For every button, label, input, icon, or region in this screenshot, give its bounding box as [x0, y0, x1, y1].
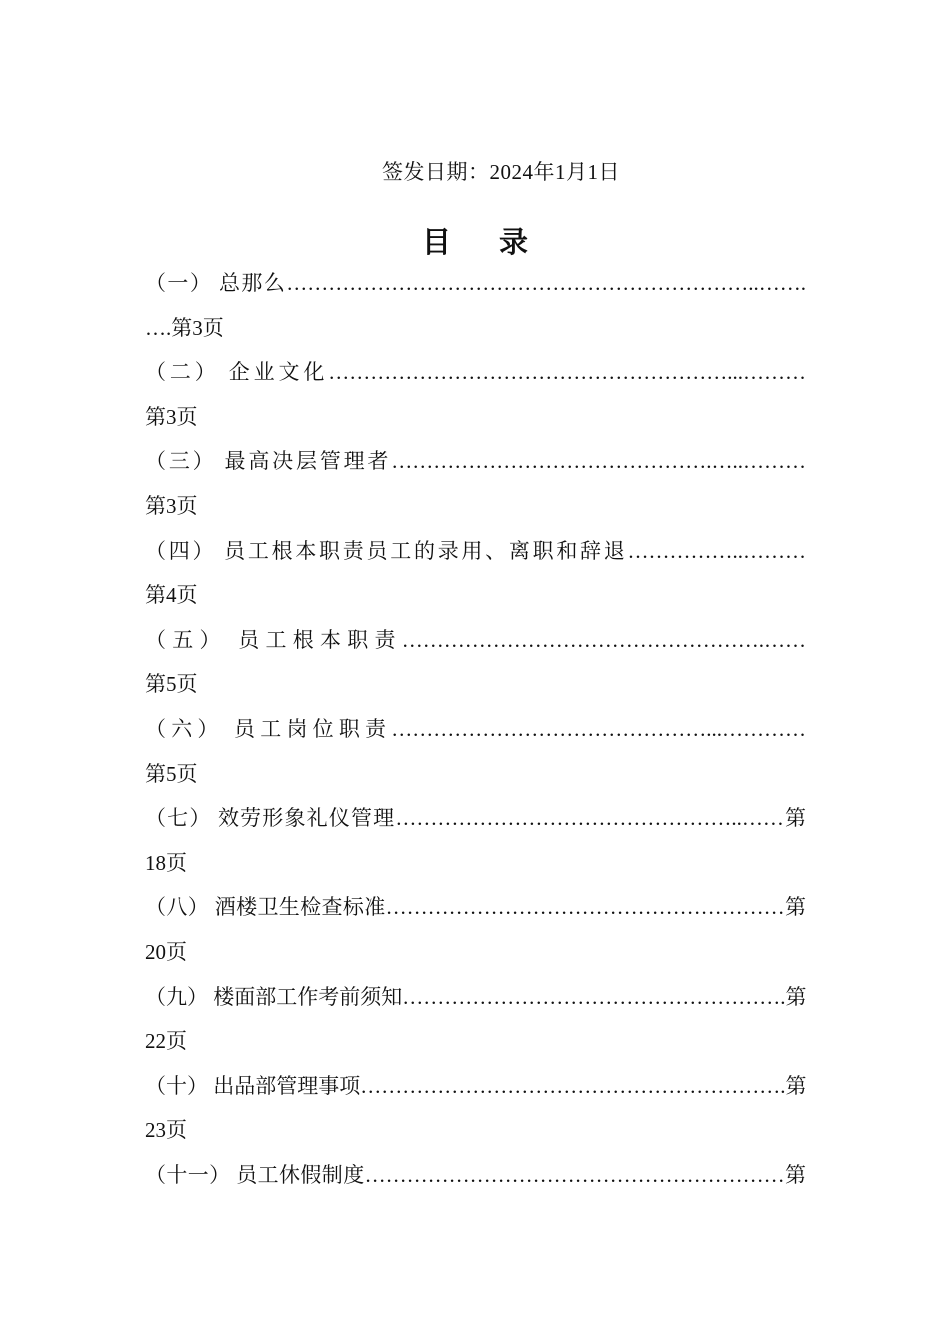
- toc-entry-2[interactable]: （二） 企业文化…………………………………………………...………: [145, 360, 806, 385]
- toc-entry-1[interactable]: （一） 总那么…………………………………………………………..…….: [145, 271, 806, 295]
- toc-entry-9[interactable]: （九） 楼面部工作考前须知……………………………………………….第: [145, 984, 806, 1009]
- toc-entry-8-page: 20页: [145, 939, 187, 964]
- toc-entry-5-page: 第5页: [145, 672, 198, 697]
- table-of-contents: [145, 261, 806, 1197]
- toc-entry-9-page: 22页: [145, 1029, 187, 1054]
- toc-entry-3[interactable]: （三） 最高决层管理者……………………………………….…..………: [145, 449, 806, 474]
- toc-entry-3-page: 第3页: [145, 493, 198, 518]
- toc-entry-6-page: 第5页: [145, 761, 198, 786]
- toc-entry-1-page: ….第3页: [145, 315, 224, 340]
- toc-entry-5[interactable]: （五） 员工根本职责…………………………………………….……: [145, 627, 806, 652]
- toc-entry-4-page: 第4页: [145, 583, 198, 608]
- toc-entry-2-page: 第3页: [145, 404, 198, 429]
- toc-entry-11[interactable]: （十一） 员工休假制度……………………………………………………第: [145, 1162, 806, 1187]
- toc-entry-10-page: 23页: [145, 1118, 187, 1143]
- toc-entry-8[interactable]: （八） 酒楼卫生检查标准…………………………………………………第: [145, 895, 806, 920]
- toc-entry-6[interactable]: （六） 员工岗位职责………………………………………...…………: [145, 716, 806, 741]
- toc-title-char-1: 目: [421, 225, 451, 259]
- toc-entry-7-page: 18页: [145, 850, 187, 875]
- toc-entry-10[interactable]: （十） 出品部管理事项…………………………………………………….第: [145, 1073, 806, 1098]
- toc-title-char-2: 录: [499, 225, 529, 259]
- issue-date: 签发日期：2024年1月1日: [382, 160, 620, 184]
- toc-title: [0, 220, 950, 261]
- toc-entry-4[interactable]: （四） 员工根本职责员工的录用、离职和辞退……………..………: [145, 538, 806, 563]
- toc-entry-7[interactable]: （七） 效劳形象礼仪管理…………………………………………..……第: [145, 806, 806, 831]
